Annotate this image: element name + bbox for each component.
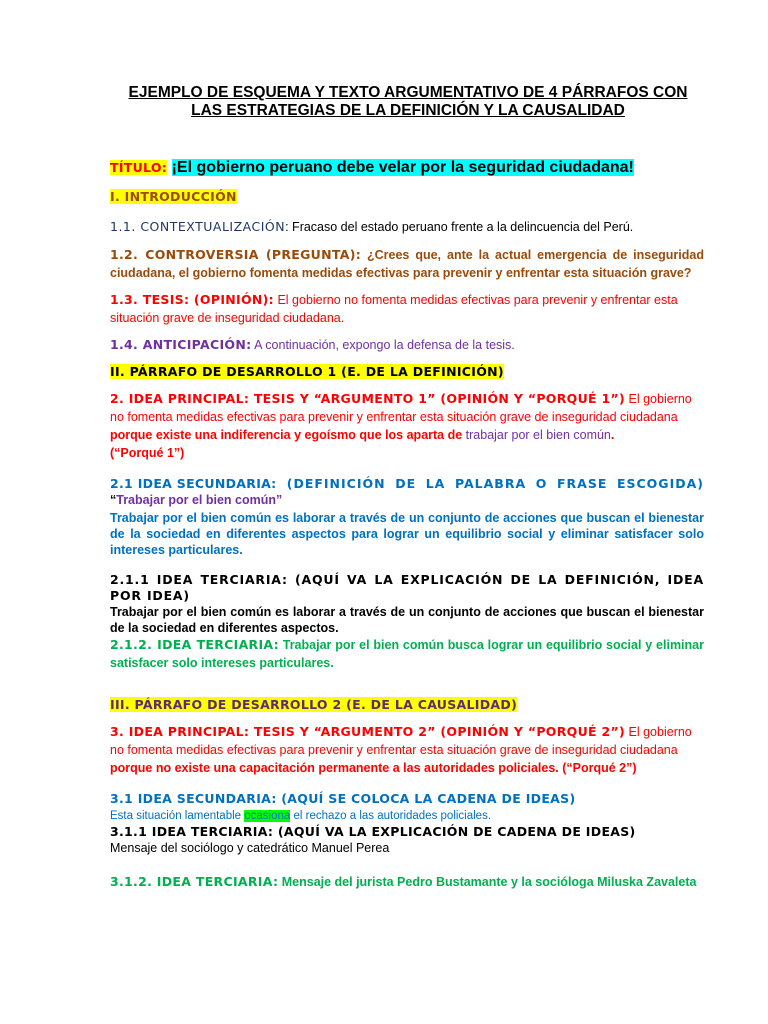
- p1-it1-text: Trabajar por el bien común es laborar a través de un conjunto de acciones que buscan el bienestar de la sociedad en diferentes aspectos.: [110, 605, 704, 635]
- p1-ip-text3: trabajar por el bien común: [462, 428, 611, 442]
- essay-title: ¡El gobierno peruano debe velar por la seguridad ciudadana!: [171, 159, 634, 176]
- p1-it2-label: 2.1.2. IDEA TERCIARIA:: [110, 637, 279, 652]
- tesis-label: 1.3. TESIS: (OPINIÓN):: [110, 292, 274, 307]
- p2-it1-label: 3.1.1 IDEA TERCIARIA: (AQUÍ VA LA EXPLICACIÓN DE CADENA DE IDEAS): [110, 824, 636, 839]
- p2-is-highlight: ocasiona: [244, 810, 291, 822]
- contextualizacion-label: 1.1. CONTEXTUALIZACIÓN: [110, 219, 286, 234]
- p1-ip-text2: porque existe una indiferencia y egoísmo que los aparta de: [110, 428, 463, 442]
- anticipacion-label: 1.4. ANTICIPACIÓN:: [110, 337, 252, 352]
- tesis-text: El gobierno no fomenta medidas efectivas para prevenir y enfrentar esta situación grave de inseguridad ciudadana.: [110, 293, 678, 325]
- p2-heading-line: [110, 696, 704, 714]
- title-line-2: LAS ESTRATEGIAS DE LA DEFINICIÓN Y LA CAUSALIDAD: [191, 102, 625, 119]
- tesis: [110, 291, 704, 327]
- intro-heading: I. INTRODUCCIÓN: [110, 189, 237, 204]
- controversia-text: ¿Crees que, ante la actual emergencia de inseguridad ciudadana, el gobierno fomenta medidas efectivas para prevenir y enfrentar esta situación grave?: [110, 248, 704, 280]
- p2-idea-terciaria-1: [110, 824, 704, 856]
- p2-is-text-line: [110, 808, 704, 824]
- p1-is-quote-open: “: [110, 493, 117, 507]
- controversia-label: 1.2. CONTROVERSIA (PREGUNTA):: [110, 247, 362, 262]
- p2-it2-label: 3.1.2. IDEA TERCIARIA:: [110, 874, 279, 889]
- p1-is-label: 2.1 IDEA SECUNDARIA: [110, 476, 272, 491]
- p2-it1-text: Mensaje del sociólogo y catedrático Manuel Perea: [110, 841, 390, 855]
- p2-is-label: 3.1 IDEA SECUNDARIA: (AQUÍ SE COLOCA LA CADENA DE IDEAS): [110, 791, 576, 806]
- p1-ip-text4: .: [610, 428, 615, 442]
- anticipacion: [110, 336, 704, 354]
- controversia: [110, 246, 704, 282]
- p2-ip-text1: El gobierno no fomenta medidas efectivas para prevenir y enfrentar esta situación grave de inseguridad ciudadana: [110, 725, 692, 757]
- p1-ip-text1: El gobierno no fomenta medidas efectivas para prevenir y enfrentar esta situación grave de inseguridad ciudadana: [110, 392, 692, 424]
- p2-idea-principal: [110, 723, 704, 777]
- p1-heading: II. PÁRRAFO DE DESARROLLO 1 (E. DE LA DEFINICIÓN): [110, 364, 504, 379]
- p2-heading: III. PÁRRAFO DE DESARROLLO 2 (E. DE LA CAUSALIDAD): [110, 697, 518, 712]
- p1-ip-label: 2. IDEA PRINCIPAL: TESIS Y “ARGUMENTO 1” (OPINIÓN Y “PORQUÉ 1”): [110, 391, 626, 406]
- p1-idea-principal: [110, 390, 704, 462]
- titulo-label: TÍTULO:: [110, 160, 168, 175]
- p1-it2-text: Trabajar por el bien común busca lograr un equilibrio social y eliminar satisfacer solo intereses particulares.: [110, 638, 704, 670]
- p1-it1-label: 2.1.1 IDEA TERCIARIA: (AQUÍ VA LA EXPLICACIÓN DE LA DEFINICIÓN, IDEA POR IDEA): [110, 572, 704, 603]
- p2-it2-text: Mensaje del jurista Pedro Bustamante y la socióloga Miluska Zavaleta: [278, 875, 697, 889]
- contextualizacion: [110, 218, 704, 236]
- contextualizacion-text: : Fracaso del estado peruano frente a la delincuencia del Perú.: [285, 220, 634, 234]
- anticipacion-text: A continuación, expongo la defensa de la tesis.: [251, 338, 515, 352]
- p1-idea-terciaria-2: [110, 636, 704, 672]
- p1-is-label2: : (DEFINICIÓN DE LA PALABRA O FRASE ESCOGIDA): [271, 476, 704, 491]
- p2-ip-text2: porque no existe una capacitación permanente a las autoridades policiales. (“Porqué 2”): [110, 761, 637, 775]
- p2-ip-label: 3. IDEA PRINCIPAL: TESIS Y “ARGUMENTO 2” (OPINIÓN Y “PORQUÉ 2”): [110, 724, 626, 739]
- p1-idea-terciaria-1: [110, 572, 704, 636]
- p1-idea-secundaria: [110, 475, 704, 558]
- p1-is-quote-line: [110, 491, 704, 509]
- essay-title-line: [110, 157, 704, 179]
- p2-idea-terciaria-2: [110, 873, 704, 891]
- intro-heading-line: [110, 188, 704, 206]
- p2-is-text1: Esta situación lamentable: [110, 810, 245, 822]
- p1-ip-text5: (“Porqué 1”): [110, 446, 185, 460]
- document-title: [110, 84, 706, 120]
- title-line-1: EJEMPLO DE ESQUEMA Y TEXTO ARGUMENTATIVO DE 4 PÁRRAFOS CON: [128, 84, 688, 101]
- p1-heading-line: [110, 363, 704, 381]
- p2-idea-secundaria: [110, 790, 704, 824]
- p1-is-text: Trabajar por el bien común es laborar a través de un conjunto de acciones que buscan el bienestar de la sociedad en diferentes aspectos para lograr un equilibrio social y eliminar satisfacer solo intereses particulares.: [110, 511, 704, 557]
- p2-is-text2: el rechazo a las autoridades policiales.: [290, 810, 492, 822]
- p1-is-quote: Trabajar por el bien común”: [116, 493, 283, 507]
